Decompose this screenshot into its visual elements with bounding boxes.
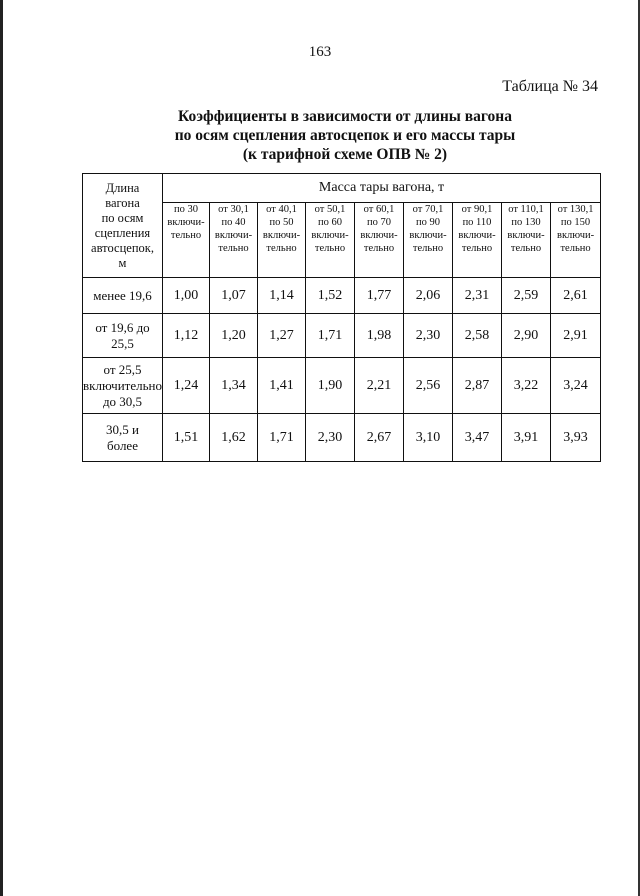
row-header-line: сцепления [94,225,151,240]
page-number: 163 [308,44,332,60]
value-cell: 2,31 [453,278,502,314]
column-header-cell [355,203,404,278]
row-label-line: до 30,5 [102,393,143,409]
column-header-line: тельно [266,243,297,254]
column-header-line: тельно [560,243,591,254]
value-cell: 1,12 [163,314,210,358]
table-row [83,358,601,414]
row-label-cell [83,414,163,462]
column-header-cell [551,203,601,278]
column-header-line: тельно [461,243,493,254]
column-header-line: по 60 [318,217,342,228]
value-cell: 1,71 [306,314,355,358]
value-cell: 2,58 [453,314,502,358]
column-header-line: включи- [214,230,253,241]
table-row [83,314,601,358]
value-cell: 3,93 [551,414,601,462]
value-cell: 2,59 [502,278,551,314]
value-cell: 2,61 [551,278,601,314]
row-label-line: включительно [83,377,162,393]
row-header-line: вагона [105,195,140,210]
column-header-line: от 110,1 [508,204,544,215]
column-header-line: по 50 [269,217,294,228]
column-header-line: от 50,1 [314,204,346,215]
value-cell: 2,06 [404,278,453,314]
value-cell: 1,90 [306,358,355,414]
column-header-line: включи- [262,230,301,241]
value-cell: 3,24 [551,358,601,414]
value-cell: 1,51 [163,414,210,462]
value-cell: 1,20 [210,314,258,358]
scan-edge-left [0,0,3,896]
value-cell: 1,00 [163,278,210,314]
row-label-line: более [107,437,138,453]
row-label-line: от 25,5 [103,361,142,377]
row-label-line: 30,5 и [106,421,139,437]
title-line: (к тарифной схеме ОПВ № 2) [242,146,448,163]
value-cell: 2,30 [306,414,355,462]
value-cell: 3,91 [502,414,551,462]
column-header-line: тельно [510,243,542,254]
column-header-cell [306,203,355,278]
table-number: Таблица № 34 [502,78,598,95]
column-header-line: от 130,1 [557,204,594,215]
value-cell: 1,41 [258,358,306,414]
table-row [83,414,601,462]
header-row [83,174,601,203]
value-cell: 2,21 [355,358,404,414]
column-header-line: по 110 [462,217,492,228]
column-header-line: по 130 [511,217,541,228]
row-header-line: автосцепок, [91,240,154,255]
column-header-line: тельно [363,243,395,254]
value-cell: 1,14 [258,278,306,314]
column-header-line: тельно [218,243,249,254]
value-cell: 3,10 [404,414,453,462]
row-header-line: по осям [101,210,144,225]
column-header-line: тельно [170,230,202,241]
column-header-cell [453,203,502,278]
column-header-line: включи- [458,230,496,241]
group-header-cell: Масса тары вагона, т [163,174,601,203]
coefficients-table [82,173,601,462]
value-cell: 2,91 [551,314,601,358]
row-label-cell [83,278,163,314]
value-cell: 2,56 [404,358,453,414]
column-header-cell [163,203,210,278]
column-header-cell [404,203,453,278]
column-header-line: от 90,1 [461,204,493,215]
column-header-line: от 40,1 [266,204,297,215]
row-label-cell [83,358,163,414]
value-cell: 1,52 [306,278,355,314]
column-header-line: включи- [360,230,398,241]
column-header-line: от 60,1 [363,204,395,215]
column-header-line: от 30,1 [218,204,249,215]
column-header-line: по 40 [221,217,246,228]
column-header-line: от 70,1 [412,204,444,215]
value-cell: 2,90 [502,314,551,358]
title-line: Коэффициенты в зависимости от длины вагона [177,108,512,125]
column-header-line: включи- [556,230,595,241]
value-cell: 3,22 [502,358,551,414]
value-cell: 2,67 [355,414,404,462]
row-label-line: менее 19,6 [93,287,152,303]
value-cell: 1,62 [210,414,258,462]
column-header-line: включи- [167,217,205,228]
value-cell: 1,07 [210,278,258,314]
column-header-cell [258,203,306,278]
value-cell: 1,71 [258,414,306,462]
table-row [83,278,601,314]
column-header-line: тельно [412,243,444,254]
column-header-line: включи- [507,230,545,241]
value-cell: 2,30 [404,314,453,358]
column-header-line: включи- [409,230,447,241]
row-header-line: м [118,255,127,270]
column-header-line: включи- [311,230,349,241]
table-title [100,107,590,164]
row-header-line: Длина [105,180,140,195]
title-line: по осям сцепления автосцепок и его массы тары [174,127,516,144]
column-header-line: по 150 [560,217,591,228]
table-body [83,278,601,462]
row-label-cell [83,314,163,358]
column-header-line: по 70 [367,217,391,228]
column-header-cell [502,203,551,278]
value-cell: 1,27 [258,314,306,358]
value-cell: 1,98 [355,314,404,358]
column-header-line: по 30 [174,204,198,215]
column-header-line: по 90 [416,217,440,228]
row-label-line: 25,5 [111,335,134,351]
value-cell: 1,24 [163,358,210,414]
row-label-line: от 19,6 до [95,319,150,335]
value-cell: 1,34 [210,358,258,414]
value-cell: 1,77 [355,278,404,314]
row-header-cell [83,174,163,278]
column-header-line: тельно [314,243,346,254]
value-cell: 3,47 [453,414,502,462]
value-cell: 2,87 [453,358,502,414]
column-header-cell [210,203,258,278]
